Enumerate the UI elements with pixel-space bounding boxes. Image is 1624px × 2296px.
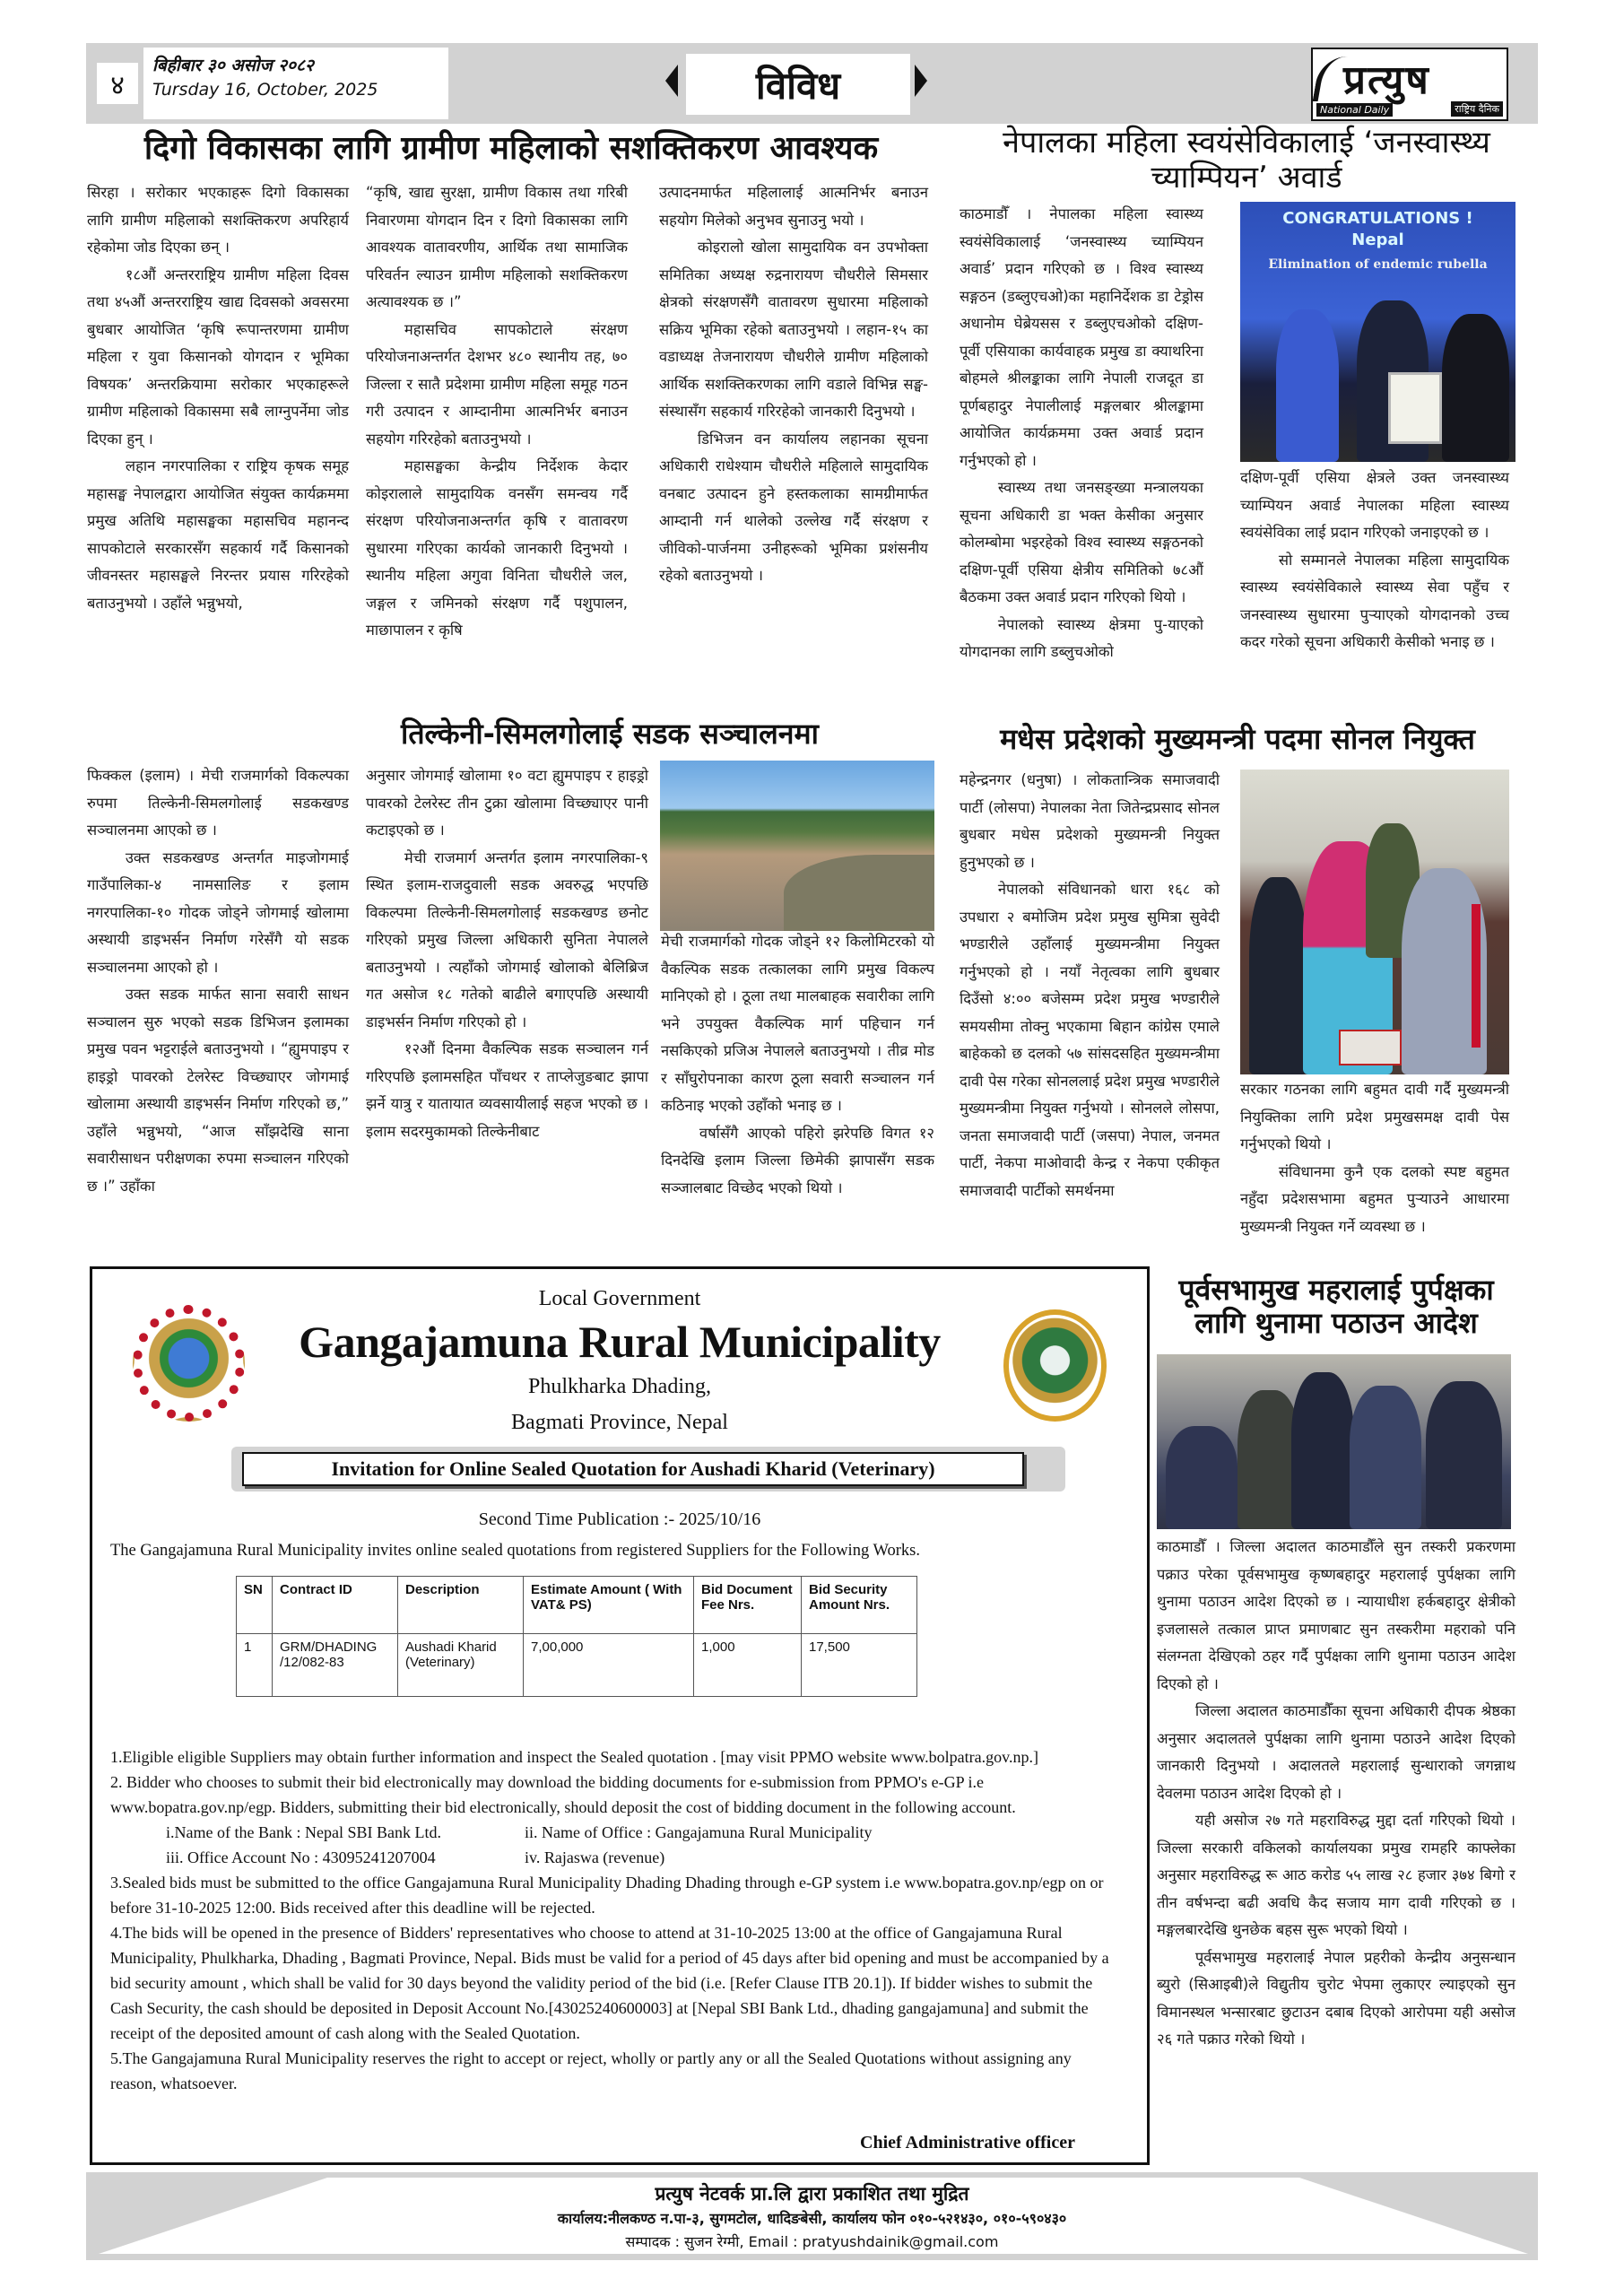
account-line-1 (110, 1820, 1120, 1845)
paragraph: काठमाडौँ । नेपालका महिला स्वास्थ्य स्वयंसेविकालाई ‘जनस्वास्थ्य च्याम्पियन अवार्ड’ प्रदान गरिएको छ । विश्व स्वास्थ्य सङ्गठन (डब्लुएचओ)का महानिर्देशक डा टेड्रोस अधानोम घेब्रेयसस र डब्लुएचओको दक्षिण-पूर्वी एसियाका कार्यवाहक प्रमुख डा क्याथरिना बोहमले श्रीलङ्काका लागि नेपाली राजदूत डा पूर्णबहादुर नेपालीलाई मङ्गलबार श्रीलङ्कामा आयोजित कार्यक्रममा उक्त अवार्ड प्रदान गर्नुभएको हो । (960, 205, 1203, 469)
paragraph: सिरहा । सरोकार भएकाहरू दिगो विकासका लागि ग्रामीण महिलाको सशक्तिकरण अपरिहार्य रहेकोमा जोड दिएका छन् । (87, 184, 349, 256)
article-rural-women-col1 (87, 179, 349, 617)
person-figure (1291, 1372, 1354, 1529)
article-rural-women-col3 (659, 179, 928, 590)
paragraph: स्वास्थ्य तथा जनसङ्ख्या मन्त्रालयका सूचना अधिकारी डा भक्त केसीका अनुसार कोलम्बोमा भइरहेको विश्व स्वास्थ्य सङ्गठनको दक्षिण-पूर्वी एसिया क्षेत्रीय समितिको ७८औं बैठकमा उक्त अवार्ड प्रदान गरिएको थियो । (960, 479, 1203, 605)
col-bid-security: Bid Security Amount Nrs. (802, 1577, 917, 1634)
clause-2: 2. Bidder who chooses to submit their bid electronically may download the bidding documents for e-submission from PPMO's e-GP i.e www.bopatra.gov.np/egp. Bidders, submitting their bid electronically, should deposit the cost of bidding document in the following account. (110, 1773, 1016, 1816)
paragraph: लहान नगरपालिका र राष्ट्रिय कृषक समूह महासङ्घ नेपालद्वारा आयोजित संयुक्त कार्यक्रममा प्रमुख अतिथि महासङ्घका महासचिव महानन्द सापकोटाले सरकारसँग सहकार्य गर्दै किसानको जीवनस्तर महासङ्घले निरन्तर प्रयास गरिरहेको बताउनुभयो । उहाँले भन्नुभयो, (87, 457, 349, 612)
logo-subtitle-np: राष्ट्रिय दैनिक (1451, 101, 1503, 117)
article-road-col1 (87, 762, 349, 1200)
paragraph: नेपालको संविधानको धारा १६८ को उपधारा २ बमोजिम प्रदेश प्रमुख सुमित्रा सुवेदी भण्डारीले उहाँलाई मुख्यमन्त्रीमा नियुक्त गर्नुभएको हो । नयाँ नेतृत्वका लागि बुधबार दिउँसो ४:०० बजेसम्म प्रदेश प्रमुख भण्डारीले समयसीमा तोक्नु भएकामा बिहान कांग्रेस एमाले बाहेकको छ दलको ५७ सांसदसहित मुख्यमन्त्रीमा दावी पेस गरेका सोनललाई प्रदेश प्रमुख भण्डारीले मुख्यमन्त्रीमा नियुक्त गर्नुभयो । सोनलले लोसपा, जनता समाजवादी पार्टी (जसपा) नेपाल, जनमत पार्टी, नेकपा माओवादी केन्द्र र नेकपा एकीकृत समाजवादी पार्टीको समर्थनमा (960, 881, 1220, 1199)
person-figure (1442, 314, 1509, 462)
article-mahara-headline: पूर्वसभामुख महरालाई पुर्पक्षका लागि थुनामा पठाउन आदेश (1178, 1273, 1494, 1340)
article-road-col2 (366, 762, 648, 1145)
appointment-photo (1240, 770, 1509, 1074)
cell-sn: 1 (237, 1634, 273, 1697)
account-line-2 (110, 1845, 1120, 1870)
cell-description: Aushadi Kharid (Veterinary) (398, 1634, 524, 1697)
cell-bid-fee: 1,000 (694, 1634, 802, 1697)
flame-icon (1313, 57, 1348, 101)
ad-clauses (110, 1744, 1120, 2096)
article-chief-minister-headline: मधेस प्रदेशको मुख्यमन्त्री पदमा सोनल नियुक्त (1000, 722, 1475, 756)
person-figure (1249, 877, 1307, 1074)
paragraph: सो सम्मानले नेपालका महिला सामुदायिक स्वास्थ्य स्वयंसेविकाले स्वास्थ्य सेवा पहुँच र जनस्वास्थ्य सुधारमा पुऱ्याएको योगदानको उच्च कदर गरेको सूचना अधिकारी केसीको भनाइ छ । (1240, 551, 1509, 650)
paragraph: वर्षासँगै आएको पहिरो झरेपछि विगत १२ दिनदेखि इलाम जिल्ला छिमेकी झापासँग सडक सञ्जालबाट विच्छेद भएको थियो । (661, 1124, 934, 1196)
police-escort-photo (1157, 1354, 1511, 1529)
person-figure (1426, 1381, 1502, 1529)
paragraph: मेची राजमार्ग अन्तर्गत इलाम नगरपालिका-९ स्थित इलाम-राजदुवाली सडक अवरुद्ध भएपछि विकल्पमा तिल्केनी-सिमलगोलाई सडकखण्ड छनोट गरिएको प्रमुख जिल्ला अधिकारी सुनिता नेपालले बताउनुभयो । त्यहाँको जोगमाई खोलाको बेलिब्रिज गत असोज १८ गतेको बाढीले बगाएपछि अस्थायी डाइभर्सन निर्माण गरिएको हो । (366, 848, 648, 1031)
person-figure (1350, 1386, 1421, 1529)
paragraph: फिक्कल (इलाम) । मेची राजमार्गको विकल्पका रुपमा तिल्केनी-सिमलगोलाई सडकखण्ड सञ्चालनमा आएको छ । (87, 767, 349, 839)
article-health-award-col1 (960, 201, 1203, 666)
paragraph: अनुसार जोगमाई खोलामा १० वटा ह्युमपाइप र हाइड्रो पावरको टेलरेस्ट तीन टुक्रा खोलामा विच्छ्याएर पानी कटाइएको छ । (366, 767, 648, 839)
newspaper-logo (1311, 48, 1508, 121)
account-number: iii. Office Account No : 43095241207004 (166, 1848, 436, 1866)
footer-editor-email: सम्पादक : सुजन रेग्मी, Email : pratyushdainik@gmail.com (625, 2233, 999, 2250)
logo-subtitle-en: National Daily (1316, 103, 1393, 117)
article-health-award-col2 (1240, 465, 1509, 657)
section-title: विविध (686, 54, 910, 115)
article-mahara-body (1157, 1534, 1515, 2054)
next-section-arrow-icon[interactable] (915, 65, 927, 97)
col-description: Description (398, 1577, 524, 1634)
date-box (143, 48, 448, 119)
cell-estimate: 7,00,000 (524, 1634, 694, 1697)
article-chief-minister-col1 (960, 767, 1220, 1205)
paragraph: जिल्ला अदालत काठमाडौँका सूचना अधिकारी दीपक श्रेष्ठका अनुसार अदालतले पुर्पक्षका लागि थुनामा पठाउने आदेश दिएको जानकारी दिनुभयो । अदालतले महरालाई सुन्धाराको जगन्नाथ देवलमा पठाउन आदेश दिएको हो । (1157, 1702, 1515, 1802)
article-road-headline: तिल्केनी-सिमलगोलाई सडक सञ्चालनमा (401, 717, 819, 751)
article-road-col3 (661, 928, 934, 1202)
paragraph: उक्त सडकखण्ड अन्तर्गत माइजोगमाई गाउँपालिका-४ नामसालिङ र इलाम नगरपालिका-१० गोदक जोड्ने जोगमाई खोलामा अस्थायी डाइभर्सन निर्माण गरेसँगै यो सडक सञ्चालनमा आएको हो । (87, 848, 349, 976)
tissue-box (1339, 1030, 1402, 1065)
paragraph: महासङ्घका केन्द्रीय निर्देशक केदार कोइरालाले सामुदायिक वनसँग समन्वय गर्दै संरक्षण परियोजनाअन्तर्गत कृषि र वातावरण सुधारमा गरिएका कार्यको जानकारी दिनुभयो । स्थानीय महिला अगुवा विनिता चौधरीले जल, जङ्गल र जमिनको संरक्षण गर्दै पशुपालन, माछापालन र कृषि (366, 457, 628, 639)
award-ceremony-photo (1240, 202, 1515, 462)
paragraph: काठमाडौँ । जिल्ला अदालत काठमाडौँले सुन तस्करी प्रकरणमा पक्राउ परेका पूर्वसभामुख कृष्णबहादुर महरालाई पुर्पक्षका लागि थुनामा पठाउन आदेश दिएको छ । न्यायाधीश हर्कबहादुर क्षेत्रीको इजलासले तत्काल प्राप्त प्रमाणबाट सुन तस्करीमा महराको पनि संलग्नता देखिएको ठहर गर्दै पुर्पक्षका लागि थुनामा पठाउन आदेश दिएको हो । (1157, 1538, 1515, 1692)
clause-1: 1.Eligible eligible Suppliers may obtain further information and inspect the Sealed quotation . [may visit PPMO website www.bolpatra.gov.np.] (110, 1748, 1038, 1766)
contract-table (236, 1576, 917, 1697)
bank-name: i.Name of the Bank : Nepal SBI Bank Ltd. (166, 1823, 441, 1841)
ad-title: Gangajamuna Rural Municipality (299, 1317, 941, 1367)
footer-publisher: प्रत्युष नेटवर्क प्रा.लि द्वारा प्रकाशित तथा मुद्रित (655, 2183, 969, 2205)
person-figure (1166, 1426, 1238, 1529)
cell-bid-security: 17,500 (802, 1634, 917, 1697)
paragraph: डिभिजन वन कार्यालय लहानका सूचना अधिकारी राधेश्याम चौधरीले महिलाले सामुदायिक वनबाट उत्पादन हुने हस्तकलाका सामग्रीमार्फत आम्दानी गर्न थालेको उल्लेख गर्दै संरक्षण र जीविको-पार्जनमा उनीहरूको भूमिका प्रशंसनीय रहेको बताउनुभयो । (659, 430, 928, 584)
col-contract-id: Contract ID (273, 1577, 398, 1634)
col-estimate: Estimate Amount ( With VAT& PS) (524, 1577, 694, 1634)
paragraph: संविधानमा कुनै एक दलको स्पष्ट बहुमत नहुँदा प्रदेशसभामा बहुमत पुऱ्याउने आधारमा मुख्यमन्त्री नियुक्त गर्ने व्यवस्था छ । (1240, 1162, 1509, 1235)
paragraph: यही असोज २७ गते महराविरुद्ध मुद्दा दर्ता गरिएको थियो । जिल्ला सरकारी वकिलको कार्यालयका प्रमुख रामहरि काफ्लेका अनुसार महराविरुद्ध रू आठ करोड ५५ लाख २८ हजार ३७४ बिगो र तीन वर्षभन्दा बढी अवधि कैद सजाय माग दावी गरिएको छ । मङ्गलबारदेखि थुनछेक बहस सुरू भएको थियो । (1157, 1812, 1515, 1938)
ad-intro: The Gangajamuna Rural Municipality invites online sealed quotations from registered Suppliers for the Following Works. (110, 1542, 920, 1560)
photo-banner-text: Nepal (1351, 230, 1404, 249)
logo-title: प्रत्युष (1343, 57, 1430, 103)
ad-address-line2: Bagmati Province, Nepal (511, 1411, 728, 1434)
publication-date: Second Time Publication :- 2025/10/16 (478, 1509, 761, 1529)
paragraph: महेन्द्रनगर (धनुषा) । लोकतान्त्रिक समाजवादी पार्टी (लोसपा) नेपालका नेता जितेन्द्रप्रसाद सोनल बुधबार मधेस प्रदेशको मुख्यमन्त्री नियुक्त हुनुभएको छ । (960, 771, 1220, 871)
ad-local-government: Local Government (538, 1287, 701, 1310)
photo-banner-text: Elimination of endemic rubella (1268, 257, 1488, 272)
signature: Chief Administrative officer (860, 2133, 1075, 2152)
date-english: Tursday 16, October, 2025 (152, 80, 378, 100)
certificate-frame (1388, 372, 1442, 444)
prev-section-arrow-icon[interactable] (665, 65, 678, 97)
quotation-notice-ad (90, 1266, 1150, 2165)
revenue-head: iv. Rajaswa (revenue) (525, 1848, 665, 1866)
article-rural-women-headline: दिगो विकासका लागि ग्रामीण महिलाको सशक्तिकरण आवश्यक (143, 130, 879, 167)
paragraph: उत्पादनमार्फत महिलालाई आत्मनिर्भर बनाउन सहयोग मिलेको अनुभव सुनाउनु भयो । (659, 184, 928, 229)
photo-banner-text: CONGRATULATIONS ! (1282, 209, 1473, 228)
river-diversion-photo (660, 761, 934, 931)
river-water (784, 855, 934, 932)
page-number: ४ (97, 63, 138, 104)
date-nepali: बिहीबार ३० असोज २०८२ (152, 56, 314, 75)
clause-5: 5.The Gangajamuna Rural Municipality reserves the right to accept or reject, wholly or partly any or all the Sealed Quotations without assigning any reason, whatsoever. (110, 2049, 1072, 2092)
col-bid-fee: Bid Document Fee Nrs. (694, 1577, 802, 1634)
clause-3: 3.Sealed bids must be submitted to the office Gangajamuna Rural Municipality Dhading Dhading through e-GP system i.e www.bopatra.gov.np/egp on or before 31-10-2025 12:00. Bids received after this deadline will be rejected. (110, 1874, 1104, 1917)
paragraph: मेची राजमार्गको गोदक जोड्ने १२ किलोमिटरको यो वैकल्पिक सडक तत्कालका लागि प्रमुख विकल्प मानिएको हो । ठूला तथा मालबाहक सवारीका लागि भने उपयुक्त वैकल्पिक मार्ग पहिचान गर्न नसकिएको प्रजिअ नेपालले बताउनुभयो । तीव्र मोड र साँघुरोपनाका कारण ठूला सवारी सञ्चालन गर्न कठिनाइ भएको उहाँको भनाइ छ । (661, 933, 934, 1114)
paragraph: दक्षिण-पूर्वी एसिया क्षेत्रले उक्त जनस्वास्थ्य च्याम्पियन अवार्ड नेपालका महिला स्वास्थ्य स्वयंसेविका लाई प्रदान गरिएको जनाइएको छ । (1240, 469, 1509, 541)
table-header-row (237, 1577, 917, 1634)
paragraph: उक्त सडक मार्फत साना सवारी साधन सञ्चालन सुरु भएको सडक डिभिजन इलामका प्रमुख पवन भट्टराईले बताउनुभयो । “ह्युमपाइप र हाइड्रो पावरको टेलरेस्ट विच्छ्याएर जोगमाई खोलामा अस्थायी डाइभर्सन निर्माण गरिएको छ,” उहाँले भन्नुभयो, “आज साँझदेखि साना सवारीसाधन परीक्षणका रुपमा सञ्चालन गरिएको छ ।” उहाँका (87, 986, 349, 1195)
person-figure (1276, 309, 1339, 462)
footer-office: कार्यालय:नीलकण्ठ न.पा-३, सुगमटोल, धादिङबेसी, कार्यालय फोन ०१०-५२१४३०, ०१०-५९०४३० (557, 2210, 1067, 2227)
paragraph: पूर्वसभामुख महरालाई नेपाल प्रहरीको केन्द्रीय अनुसन्धान ब्युरो (सिआइबी)ले विद्युतीय चुरोट भेपमा लुकाएर ल्याइएको सुन विमानस्थल भन्सारबाट छुटाउन दबाब दिएको आरोपमा यही असोज २६ गते पक्राउ गरेको थियो । (1157, 1948, 1515, 2048)
article-chief-minister-col2 (1240, 1076, 1509, 1240)
paragraph: सरकार गठनका लागि बहुमत दावी गर्दै मुख्यमन्त्री नियुक्तिका लागि प्रदेश प्रमुखसमक्ष दावी पेस गर्नुभएको थियो । (1240, 1081, 1509, 1152)
clause-4: 4.The bids will be opened in the presence of Bidders' representatives who choose to attend at 31-10-2025 13:00 at the office of Gangajamuna Rural Municipality, Phulkharka, Dhading , Bagmati Province, Nepal. Bids must be valid for a period of 45 days after bid opening and must be accompanied by a bid security amount , which shall be valid for 30 days beyond the validity period of the bid (i.e. [Refer Clause ITB 20.1]). If bidder wishes to submit the Cash Security, the cash should be deposited in Deposit Account No.[43025240600003] at [Nepal SBI Bank Ltd., dhading gangajamuna] and submit the receipt of the deposited amount of cash along with the Sealed Quotation. (110, 1924, 1109, 2042)
article-health-award-headline: नेपालका महिला स्वयंसेविकालाई ‘जनस्वास्थ्य च्याम्पियन’ अवार्ड (1003, 125, 1490, 196)
paragraph: “कृषि, खाद्य सुरक्षा, ग्रामीण विकास तथा गरिबी निवारणमा योगदान दिन र दिगो विकासका लागि आवश्यक वातावरणीय, आर्थिक तथा सामाजिक परिवर्तन ल्याउन ग्रामीण महिलाको सशक्तिकरण अत्यावश्यक छ ।” (366, 184, 628, 310)
cell-contract-id: GRM/DHADING /12/082-83 (273, 1634, 398, 1697)
paragraph: कोइरालो खोला सामुदायिक वन उपभोक्ता समितिका अध्यक्ष रुद्रनारायण चौधरीले सिमसार क्षेत्रको संरक्षणसँगै वातावरण सुधारमा महिलाको सक्रिय भूमिका रहेको बताउनुभयो । लहान-१५ का वडाध्यक्ष तेजनारायण चौधरीले ग्रामीण महिलाको आर्थिक सशक्तिकरणका लागि वडाले विभिन्न सङ्घ-संस्थासँग सहकार्य गरिरहेको जानकारी दिनुभयो । (659, 239, 928, 420)
article-rural-women-col2 (366, 179, 628, 645)
col-sn: SN (237, 1577, 273, 1634)
ad-address-line1: Phulkharka Dhading, (528, 1375, 711, 1398)
paragraph: १८औं अन्तरराष्ट्रिय ग्रामीण महिला दिवस तथा ४५औं अन्तरराष्ट्रिय खाद्य दिवसको अवसरमा बुधबार आयोजित ‘कृषि रूपान्तरणमा ग्रामीण महिला र युवा किसानको योगदान र भूमिका विषयक’ अन्तरक्रियामा सरोकार भएकाहरूले ग्रामीण महिलाको विकासमा सबै लाग्नुपर्नेमा जोड दिएका हुन् । (87, 265, 349, 448)
paragraph: १२औं दिनमा वैकल्पिक सडक सञ्चालन गर्न गरिएपछि इलामसहित पाँचथर र ताप्लेजुङबाट झापा झर्ने यात्रु र यातायात व्यवसायीलाई सहज भएको छ । इलाम सदरमुकामको तिल्केनीबाट (366, 1040, 648, 1140)
table-row (237, 1634, 917, 1697)
paragraph: महासचिव सापकोटाले संरक्षण परियोजनाअन्तर्गत देशभर ४८० स्थानीय तह, ७० जिल्ला र सातै प्रदेशमा ग्रामीण महिला समूह गठन गरी उत्पादन र आम्दानीमा आत्मनिर्भर बनाउन सहयोग गरिरहेको बताउनुभयो । (366, 320, 628, 448)
invitation-title: Invitation for Online Sealed Quotation for Aushadi Kharid (Veterinary) (242, 1452, 1024, 1486)
paragraph: नेपालको स्वास्थ्य क्षेत्रमा पु-याएको योगदानका लागि डब्लुचओको (960, 615, 1203, 660)
nepal-flag (1472, 904, 1481, 1048)
office-name: ii. Name of Office : Gangajamuna Rural Municipality (525, 1823, 873, 1841)
